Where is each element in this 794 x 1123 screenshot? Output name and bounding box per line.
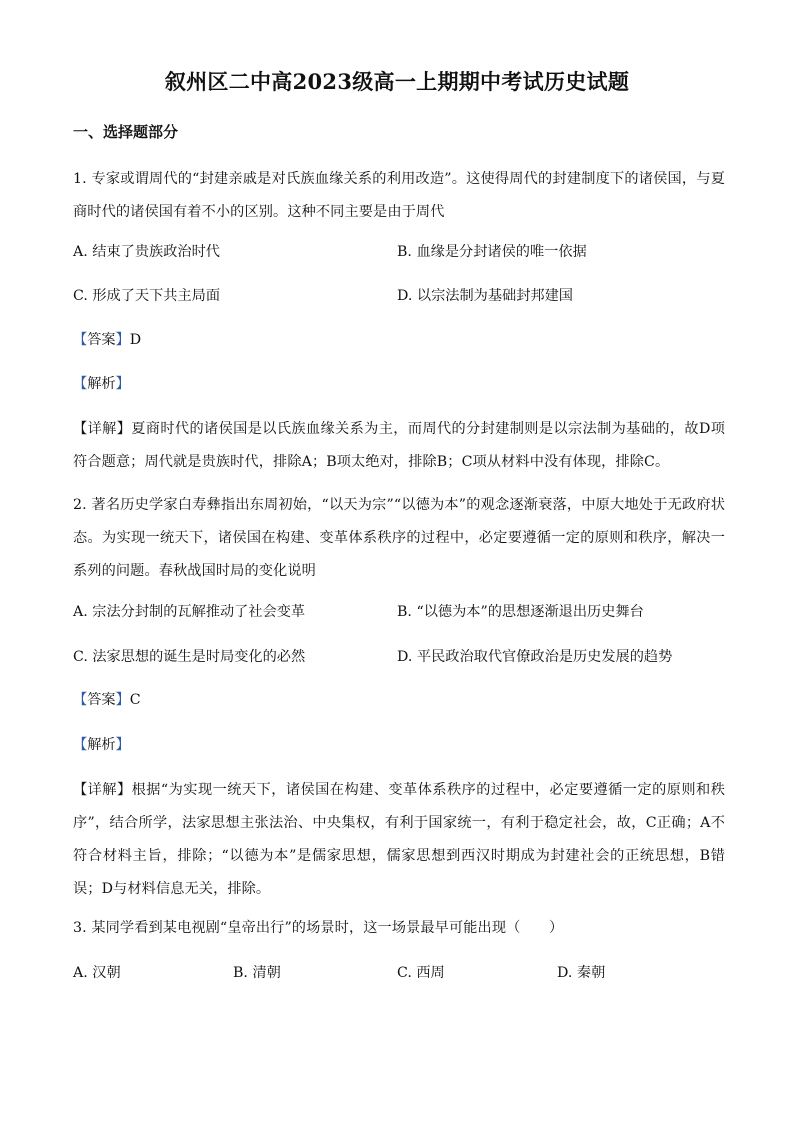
q2-option-a: A. 宗法分封制的瓦解推动了社会变革	[73, 604, 306, 620]
q1-option-c: C. 形成了天下共主局面	[73, 288, 221, 304]
q1-detail-label: 详解	[87, 421, 117, 437]
q1-analysis: 【解析】	[73, 376, 130, 392]
q2-answer: 【答案】C	[73, 692, 141, 708]
q2-answer-label: 答案	[87, 692, 116, 708]
q2-option-c: C. 法家思想的诞生是时局变化的必然	[73, 649, 306, 665]
q2-detail-text: 根据“为实现一统天下，诸侯国在构建、变革体系秩序的过程中，必定要遵循一定的原则和秩序”，结合所学，法家思想主张法治、中央集权，有利于国家统一，有利于稳定社会，故，C正确；A不符合材料主旨，排除；“以德为本”是儒家思想，儒家思想到西汉时期成为封建社会的正统思想，B错误；D与材料信息无关，排除。	[73, 782, 725, 897]
q2-option-d: D. 平民政治取代官僚政治是历史发展的趋势	[397, 649, 673, 665]
q2-analysis-label: 解析	[87, 737, 116, 753]
q1-detail-text: 夏商时代的诸侯国是以氏族血缘关系为主，而周代的分封建制则是以宗法制为基础的，故D项符合题意；周代就是贵族时代，排除A；B项太绝对，排除B；C项从材料中没有体现，排除C。	[73, 421, 725, 470]
q3-option-a: A. 汉朝	[73, 965, 121, 981]
q1-answer-label: 答案	[87, 332, 116, 348]
q1-answer-value: D	[129, 332, 142, 348]
q3-option-c: C. 西周	[397, 965, 445, 981]
q2-detail: 【详解】根据“为实现一统天下，诸侯国在构建、变革体系秩序的过程中，必定要遵循一定的原则和秩序”，结合所学，法家思想主张法治、中央集权，有利于国家统一，有利于稳定社会，故，C正确；A不符合材料主旨，排除；“以德为本”是儒家思想，儒家思想到西汉时期成为封建社会的正统思想，B错误；D与材料信息无关，排除。	[73, 782, 725, 897]
q2-analysis: 【解析】	[73, 737, 130, 753]
q1-detail: 【详解】夏商时代的诸侯国是以氏族血缘关系为主，而周代的分封建制则是以宗法制为基础的，故D项符合题意；周代就是贵族时代，排除A；B项太绝对，排除B；C项从材料中没有体现，排除C。	[73, 421, 725, 470]
q1-analysis-label: 解析	[87, 376, 116, 392]
q1-stem: 1. 专家或谓周代的“封建亲戚是对氏族血缘关系的利用改造”。这使得周代的封建制度下的诸侯国，与夏商时代的诸侯国有着不小的区别。这种不同主要是由于周代	[73, 171, 725, 220]
q2-option-b: B. “以德为本”的思想逐渐退出历史舞台	[397, 604, 644, 620]
q3-stem: 3. 某同学看到某电视剧“皇帝出行”的场景时，这一场景最早可能出现（ ）	[73, 920, 564, 936]
q1-option-d: D. 以宗法制为基础封邦建国	[397, 288, 573, 304]
q1-answer: 【答案】D	[73, 332, 142, 348]
q2-detail-label: 详解	[87, 782, 117, 798]
q3-option-d: D. 秦朝	[557, 965, 606, 981]
section-heading: 一、选择题部分	[73, 123, 179, 141]
q1-option-b: B. 血缘是分封诸侯的唯一依据	[397, 244, 587, 260]
page-title: 叙州区二中高2023级高一上期期中考试历史试题	[164, 69, 630, 94]
q2-stem: 2. 著名历史学家白寿彝指出东周初始，“以天为宗”“以德为本”的观念逐渐衰落，中原大地处于无政府状态。为实现一统天下，诸侯国在构建、变革体系秩序的过程中，必定要遵循一定的原则和秩序，解决一系列的问题。春秋战国时局的变化说明	[73, 497, 725, 579]
q2-answer-value: C	[129, 692, 141, 708]
q1-option-a: A. 结束了贵族政治时代	[73, 244, 220, 260]
q3-option-b: B. 清朝	[233, 965, 281, 981]
